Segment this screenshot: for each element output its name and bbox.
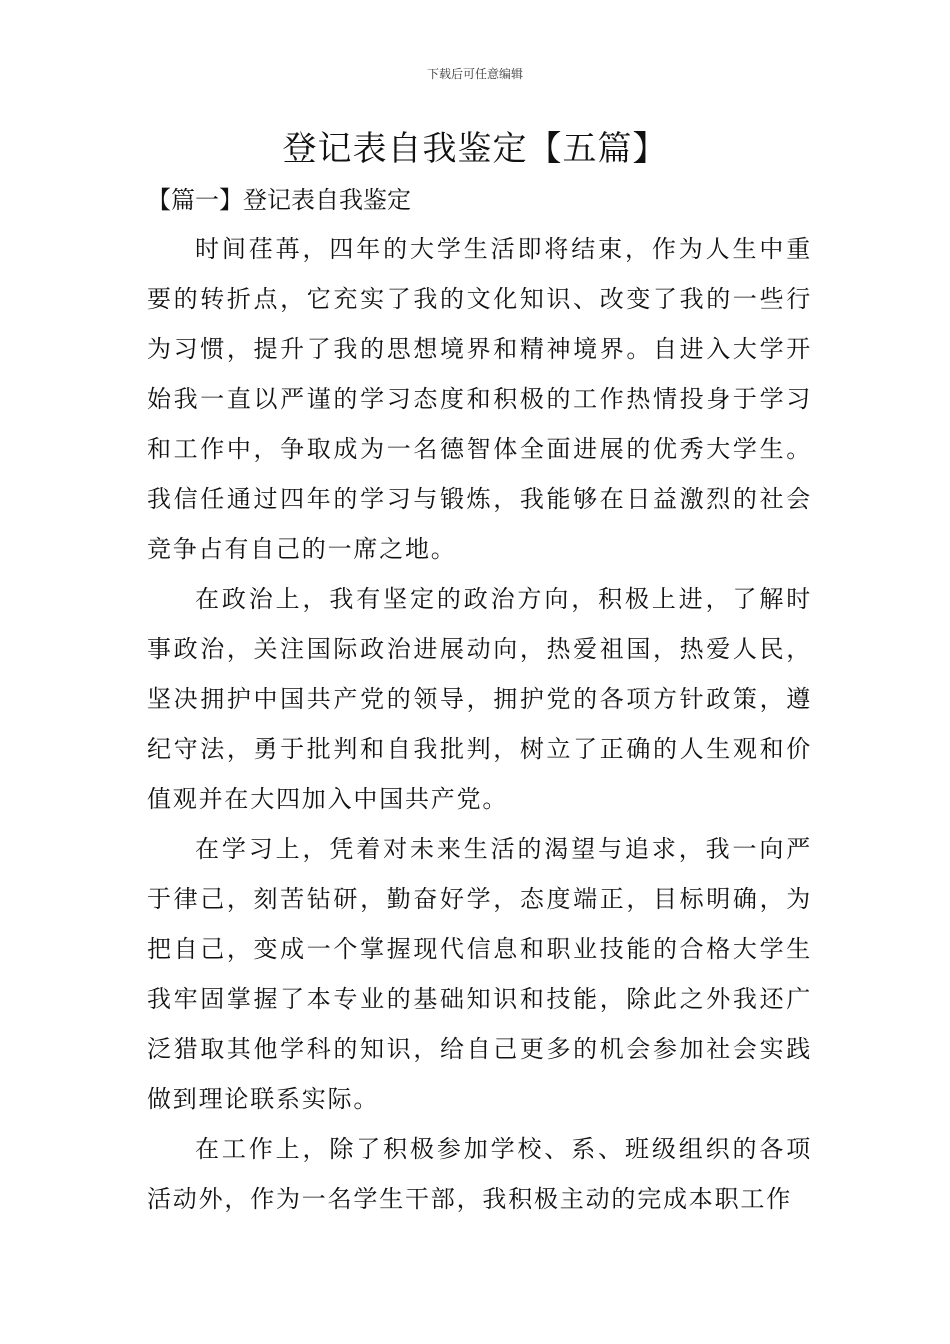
document-title: 登记表自我鉴定【五篇】 <box>282 129 668 169</box>
section-heading: 【篇一】登记表自我鉴定 <box>147 186 411 214</box>
paragraph-intro: 时间荏苒，四年的大学生活即将结束，作为人生中重要的转折点，它充实了我的文化知识、改变了我的一些行为习惯，提升了我的思想境界和精神境界。自进入大学开始我一直以严谨的学习态度和积极的工作热情投身于学习和工作中，争取成为一名德智体全面进展的优秀大学生。我信任通过四年的学习与锻炼，我能够在日益激烈的社会竞争占有自己的一席之地。 <box>147 235 812 563</box>
header-note: 下载后可任意编辑 <box>426 67 523 81</box>
document-body <box>147 176 812 1224</box>
paragraph-politics: 在政治上，我有坚定的政治方向，积极上进，了解时事政治，关注国际政治进展动向，热爱祖国，热爱人民，坚决拥护中国共产党的领导，拥护党的各项方针政策，遵纪守法，勇于批判和自我批判，树立了正确的人生观和价值观并在大四加入中国共产党。 <box>147 585 812 813</box>
paragraph-work: 在工作上，除了积极参加学校、系、班级组织的各项活动外，作为一名学生干部，我积极主动的完成本职工作 <box>147 1135 812 1213</box>
paragraph-study: 在学习上，凭着对未来生活的渴望与追求，我一向严于律己，刻苦钻研，勤奋好学，态度端正，目标明确，为把自己，变成一个掌握现代信息和职业技能的合格大学生我牢固掌握了本专业的基础知识和技能，除此之外我还广泛猎取其他学科的知识，给自己更多的机会参加社会实践做到理论联系实际。 <box>147 835 812 1113</box>
